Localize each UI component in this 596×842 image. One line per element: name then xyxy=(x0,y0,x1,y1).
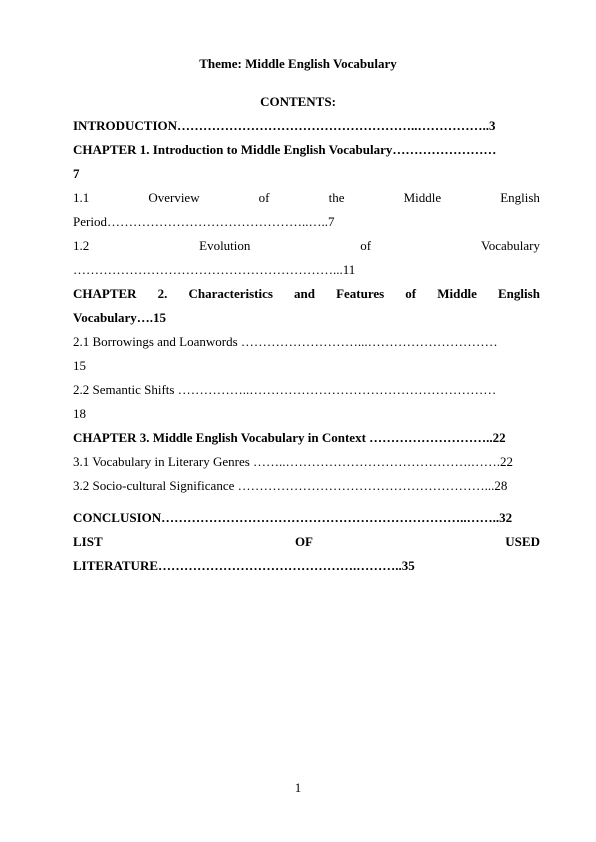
toc-word: Middle xyxy=(437,286,477,301)
toc-chapter-2-page: Vocabulary….15 xyxy=(73,310,167,325)
toc-chapter-1-page: 7 xyxy=(73,166,80,181)
toc-section-2-2: 2.2 Semantic Shifts ……………..………………………………………………… xyxy=(73,382,497,397)
toc-section-3-2: 3.2 Socio-cultural Significance …………………………………………………...28 xyxy=(73,478,508,493)
toc-word: Overview xyxy=(148,190,200,205)
toc-chapter-1: CHAPTER 1. Introduction to Middle English Vocabulary…………………… xyxy=(73,142,497,157)
toc-literature: LITERATURE……………………………………….………..35 xyxy=(73,558,415,573)
toc-word: of xyxy=(360,238,372,253)
toc-word: USED xyxy=(505,534,540,549)
toc-word: OF xyxy=(294,534,313,549)
toc-section-2-1-page: 15 xyxy=(73,358,86,373)
toc-word: English xyxy=(500,190,540,205)
toc-word: 1.2 xyxy=(73,238,90,253)
toc-word: the xyxy=(328,190,345,205)
toc-word: 2. xyxy=(157,286,168,301)
toc-word: 1.1 xyxy=(73,190,90,205)
toc-word: Evolution xyxy=(199,238,251,253)
toc-word: English xyxy=(498,286,540,301)
toc-list-of-used xyxy=(73,534,540,550)
document-theme: Theme: Middle English Vocabulary xyxy=(199,56,397,71)
toc-section-1-1-page: Period………………………………………..…..7 xyxy=(73,214,335,229)
toc-section-1-2-page: ……………………………………………………...11 xyxy=(73,262,356,277)
toc-word: Vocabulary xyxy=(481,238,540,253)
toc-chapter-2 xyxy=(73,286,540,302)
contents-heading: CONTENTS: xyxy=(260,94,336,109)
toc-section-3-1: 3.1 Vocabulary in Literary Genres ……..…………………………………….…….22 xyxy=(73,454,514,469)
toc-chapter-3: CHAPTER 3. Middle English Vocabulary in Context ………………………..22 xyxy=(73,430,506,445)
toc-word: Characteristics xyxy=(188,286,273,301)
toc-section-1-2 xyxy=(73,238,540,254)
toc-word: of xyxy=(405,286,417,301)
toc-introduction: INTRODUCTION………………………………………………..……………..3 xyxy=(73,118,496,133)
toc-word: of xyxy=(258,190,270,205)
toc-section-2-1: 2.1 Borrowings and Loanwords ………………………...………………………… xyxy=(73,334,498,349)
toc-conclusion: CONCLUSION……………………………………………………………..……..32 xyxy=(73,510,513,525)
toc-word: Middle xyxy=(403,190,442,205)
toc-word: LIST xyxy=(73,534,103,549)
page-number: 1 xyxy=(294,780,302,795)
toc-section-2-2-page: 18 xyxy=(73,406,86,421)
toc-word: CHAPTER xyxy=(73,286,137,301)
toc-section-1-1 xyxy=(73,190,540,206)
toc-word: and xyxy=(294,286,315,301)
toc-word: Features xyxy=(336,286,385,301)
